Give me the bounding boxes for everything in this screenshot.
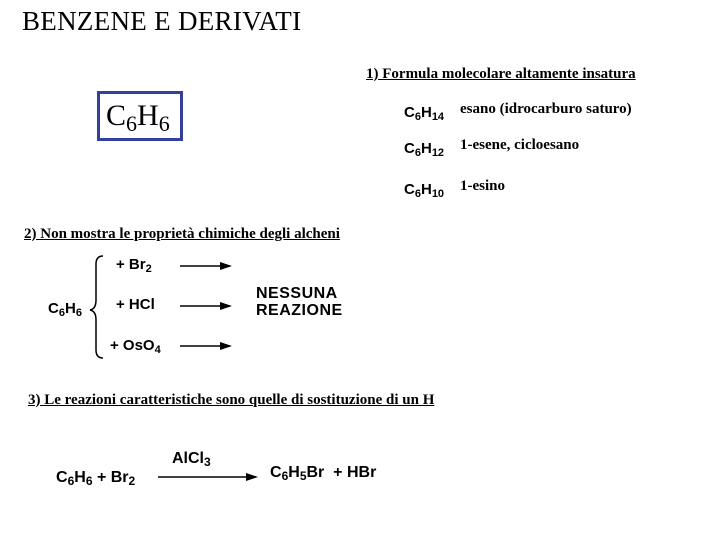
hc-row-1-desc: esano (idrocarburo saturo) — [460, 101, 632, 117]
section1-heading: 1) Formula molecolare altamente insatura — [366, 66, 636, 82]
no-reaction-label — [256, 285, 343, 319]
formula-c-sub: 6 — [126, 111, 138, 136]
formula-c: C — [106, 99, 127, 132]
catalyst-alcl3: AlCl$_3$ — [172, 450, 211, 469]
hc-row-1-formula: $C_6H_{14}$ — [404, 104, 445, 123]
no-reaction-line1: NESSUNA — [256, 285, 338, 302]
arrow-hcl — [180, 302, 232, 310]
arrow-br2 — [180, 262, 232, 270]
curly-brace — [90, 256, 103, 358]
equation-products: $C_6H_5Br$ + HBr — [270, 464, 377, 483]
formula-h: H — [137, 99, 159, 132]
section2-heading: 2) Non mostra le proprietà chimiche degli alcheni — [24, 226, 340, 242]
hc-row-2-formula: $C_6H_{12}$ — [404, 140, 445, 159]
section3-heading: 3) Le reazioni caratteristiche sono quelle di sostituzione di un H — [28, 392, 435, 408]
hc-row-2-desc: 1-esene, cicloesano — [460, 137, 580, 153]
reactant-c6h6: $C_6H_6$ — [48, 300, 82, 319]
reagent-br2: + $Br_2$ — [116, 256, 152, 275]
arrow-oso4 — [180, 342, 232, 350]
formula-h-sub: 6 — [158, 111, 170, 136]
hc-row-3-desc: 1-esino — [460, 178, 505, 194]
arrow-bromination — [158, 473, 258, 481]
no-reaction-line2: REAZIONE — [256, 302, 343, 319]
reagent-oso4: + OsO$_4$ — [110, 337, 161, 356]
equation-reactants: $C_6H_6 + Br_2$ — [56, 469, 136, 488]
page-title: BENZENE E DERIVATI — [22, 6, 302, 36]
hc-row-3-formula: $C_6H_{10}$ — [404, 181, 445, 200]
reagent-hcl: + HCl — [116, 296, 155, 313]
